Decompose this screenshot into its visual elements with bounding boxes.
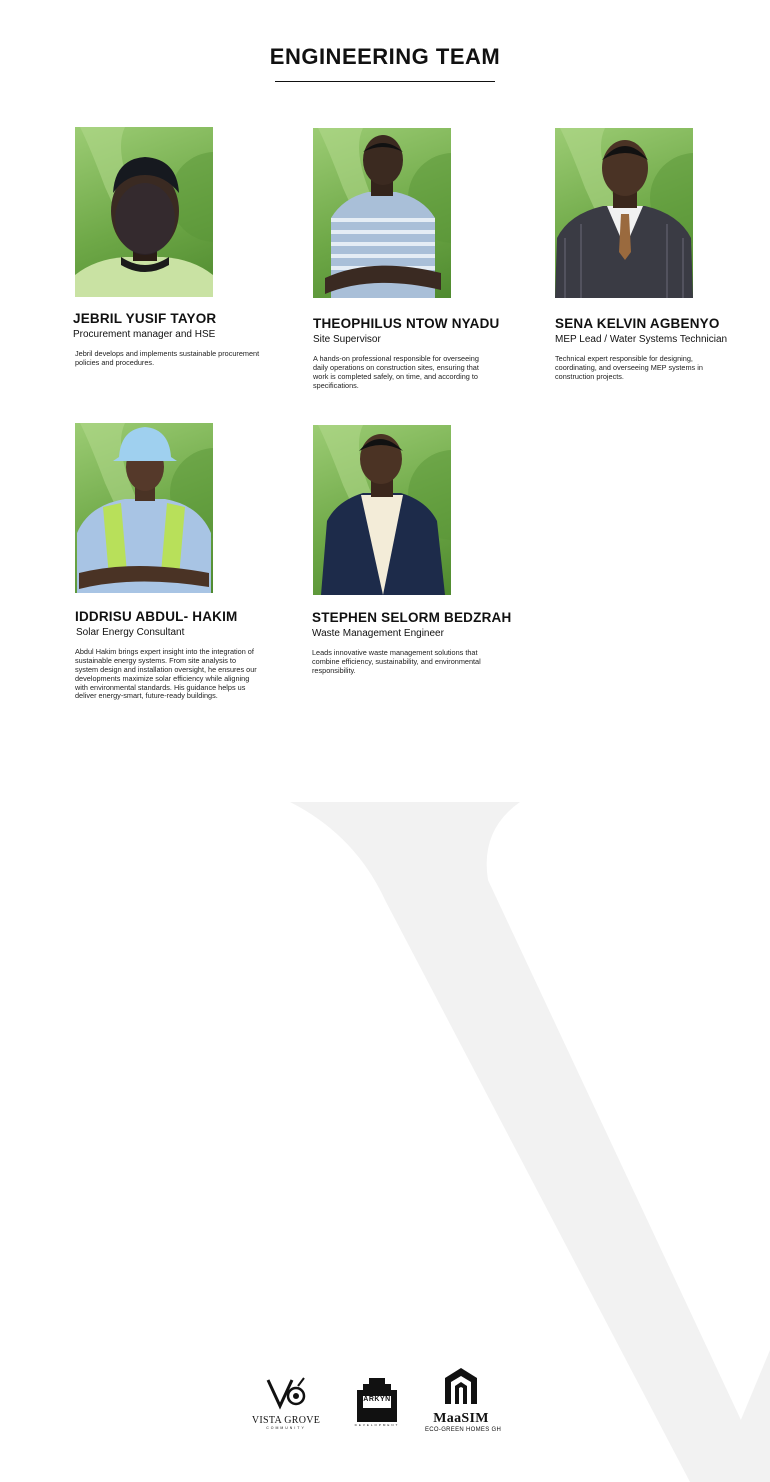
partner-logos: [250, 1362, 520, 1442]
member-name: IDDRISU ABDUL- HAKIM: [75, 609, 238, 624]
member-photo: [313, 425, 451, 595]
logo-sub: DEVELOPMENT: [354, 1423, 400, 1427]
member-photo: [75, 423, 213, 593]
logo-sub: COMMUNITY: [266, 1426, 306, 1430]
member-description: Technical expert responsible for designing, coordinating, and overseeing MEP systems in construction projects.: [555, 354, 703, 381]
team-member-card: [313, 425, 513, 676]
maasim-logo-icon: [441, 1366, 481, 1406]
member-name: STEPHEN SELORM BEDZRAH: [312, 610, 512, 625]
vista-grove-logo: [250, 1376, 322, 1430]
member-description: Jebril develops and implements sustainable procurement policies and procedures.: [75, 349, 260, 367]
member-description: Leads innovative waste management solutions that combine efficiency, sustainability, and environmental responsibility.: [312, 648, 481, 675]
arkyn-logo: [350, 1376, 404, 1427]
member-role: Procurement manager and HSE: [73, 329, 216, 340]
team-member-card: [75, 127, 275, 368]
logo-name: VISTA GROVE: [251, 1415, 321, 1426]
member-role: Solar Energy Consultant: [76, 627, 185, 638]
member-name: JEBRIL YUSIF TAYOR: [73, 311, 217, 326]
member-description: Abdul Hakim brings expert insight into the integration of sustainable energy systems. From site analysis to system design and installation oversight, he ensures our developments maximize solar efficiency while aligning with environmental standards. His guidance helps us deliver energy-smart, future-ready buildings.: [75, 647, 257, 701]
team-member-card: [313, 128, 513, 391]
logo-name: MaaSIM: [433, 1411, 489, 1426]
title-underline: [275, 81, 495, 82]
logo-sub: ECO-GREEN HOMES GH: [425, 1427, 502, 1433]
page-title: ENGINEERING TEAM: [269, 44, 501, 69]
member-description: A hands-on professional responsible for overseeing daily operations on construction sites, ensuring that work is completed safely, on time, and according to specifications.: [313, 354, 479, 390]
member-photo: [555, 128, 693, 298]
member-role: MEP Lead / Water Systems Technician: [555, 334, 728, 345]
vg-logo-icon: [264, 1376, 308, 1410]
team-member-card: [75, 423, 275, 701]
member-photo: [75, 127, 213, 297]
member-role: Waste Management Engineer: [312, 628, 444, 639]
member-photo: [313, 128, 451, 298]
team-member-card: [555, 128, 755, 382]
member-name: SENA KELVIN AGBENYO: [555, 316, 720, 331]
logo-name: ARKYN: [363, 1396, 391, 1403]
member-role: Site Supervisor: [313, 334, 381, 345]
member-name: THEOPHILUS NTOW NYADU: [313, 316, 500, 331]
maasim-logo: [425, 1366, 502, 1433]
